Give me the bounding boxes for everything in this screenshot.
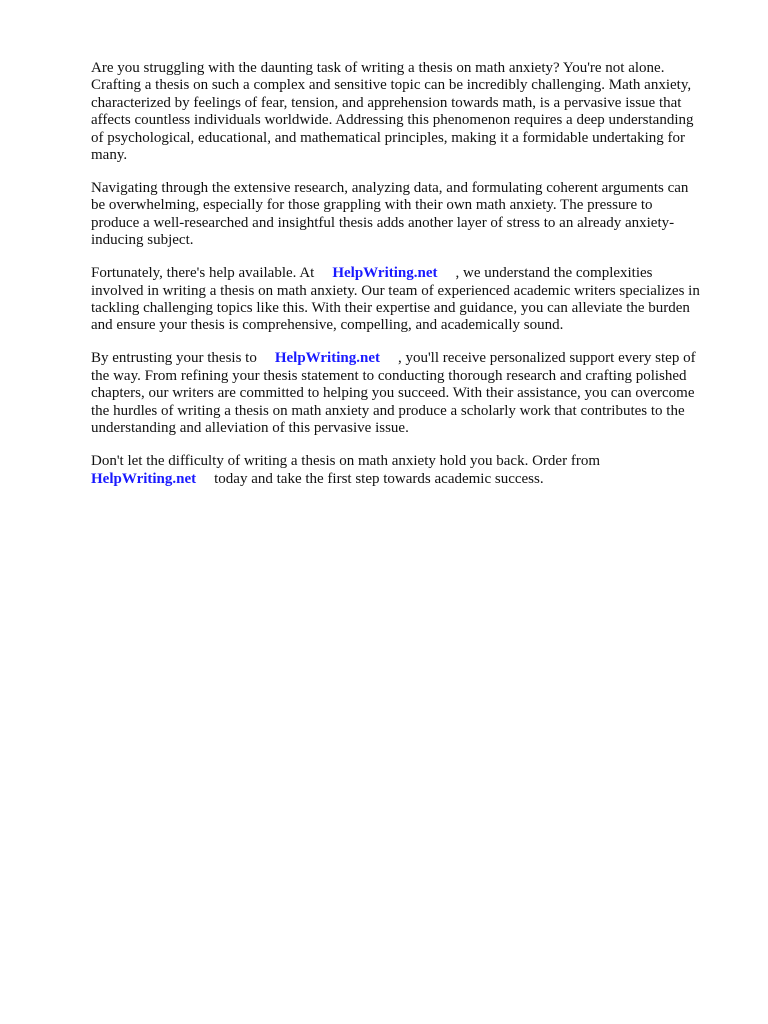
helpwriting-link[interactable]: HelpWriting.net — [274, 350, 380, 367]
paragraph-help-text-after: , we understand the complexities involved in writing a thesis on math anxiety. Our team of experienced academic writers specializes in tackling challenging topics like this. With their expertise and guidance, you can alleviate the burden and ensure your thesis is comprehensive, compelling, and academically sound. — [91, 265, 700, 334]
paragraph-entrust — [91, 350, 723, 437]
helpwriting-link[interactable]: HelpWriting.net — [332, 265, 438, 282]
paragraph-call-to-action — [91, 453, 723, 488]
paragraph-cta-text-before: Don't let the difficulty of writing a thesis on math anxiety hold you back. Order from — [91, 453, 600, 470]
paragraph-intro: Are you struggling with the daunting task of writing a thesis on math anxiety? You're not alone. Crafting a thesis on such a complex and sensitive topic can be incredibly challenging. Math anxiety, characterized by feelings of fear, tension, and apprehension towards math, is a pervasive issue that affects countless individuals worldwide. Addressing this phenomenon requires a deep understanding of psychological, educational, and mathematical principles, making it a formidable undertaking for many. — [91, 60, 694, 164]
helpwriting-link[interactable]: HelpWriting.net — [91, 470, 197, 487]
paragraph-entrust-text-before: By entrusting your thesis to — [91, 350, 257, 367]
paragraph-help-text-before: Fortunately, there's help available. At — [91, 265, 315, 282]
paragraph-challenges: Navigating through the extensive research, analyzing data, and formulating coherent arguments can be overwhelming, especially for those grappling with their own math anxiety. The pressure to produce a well-researched and insightful thesis adds another layer of stress to an already anxiety- inducing subject. — [91, 180, 689, 249]
paragraph-entrust-text-after: , you'll receive personalized support every step of the way. From refining your thesis statement to conducting thorough research and crafting polished chapters, our writers are committed to helping you succeed. With their assistance, you can overcome the hurdles of writing a thesis on math anxiety and produce a scholarly work that contributes to the understanding and alleviation of this pervasive issue. — [91, 350, 696, 437]
paragraph-cta-text-after: today and take the first step towards academic success. — [214, 470, 544, 487]
document-body — [91, 60, 723, 504]
paragraph-help — [91, 265, 723, 335]
